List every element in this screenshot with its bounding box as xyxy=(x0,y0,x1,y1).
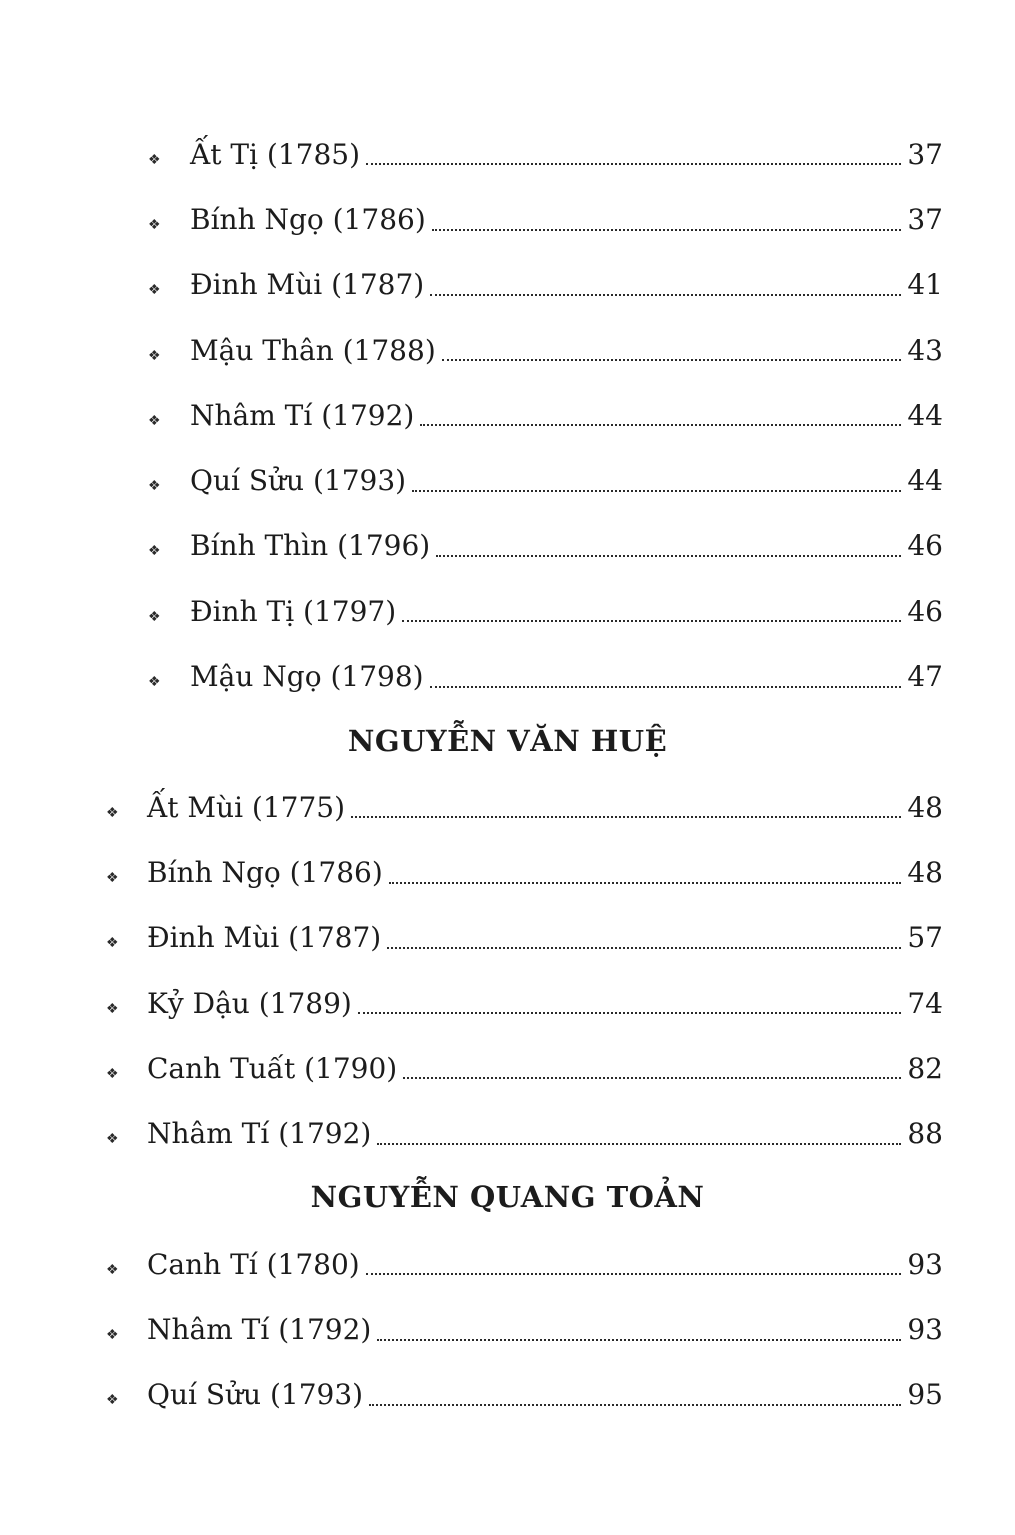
entry-title: Canh Tuất (1790) xyxy=(147,1051,398,1085)
section-heading: NGUYỄN VĂN HUỆ xyxy=(347,724,668,758)
toc-entry[interactable] xyxy=(0,514,1015,579)
dot-leader xyxy=(402,619,901,622)
entry-title: Bính Ngọ (1786) xyxy=(190,202,426,236)
toc-entry[interactable] xyxy=(0,1101,1015,1166)
entry-page-number: 93 xyxy=(907,1312,943,1346)
diamond-bullet-icon: ❖ xyxy=(148,543,161,560)
entry-page-number: 44 xyxy=(907,464,943,498)
entry-page-number: 37 xyxy=(907,137,943,171)
diamond-bullet-icon: ❖ xyxy=(106,1000,119,1017)
entry-page-number: 43 xyxy=(907,333,943,367)
section-heading: NGUYỄN QUANG TOẢN xyxy=(310,1180,705,1214)
entry-title: Quí Sửu (1793) xyxy=(147,1378,364,1412)
toc-entry[interactable] xyxy=(0,775,1015,840)
entry-page-number: 37 xyxy=(907,202,943,236)
toc-section-1 xyxy=(0,122,1015,710)
toc-entry[interactable] xyxy=(0,383,1015,448)
toc-entry[interactable] xyxy=(0,448,1015,513)
dot-leader xyxy=(432,228,902,231)
diamond-bullet-icon: ❖ xyxy=(106,1326,119,1343)
dot-leader xyxy=(430,293,901,296)
entry-title: Nhâm Tí (1792) xyxy=(147,1312,372,1346)
toc-entry[interactable] xyxy=(0,906,1015,971)
dot-leader xyxy=(389,881,902,884)
toc-entry[interactable] xyxy=(0,1363,1015,1428)
entry-page-number: 46 xyxy=(907,594,943,628)
diamond-bullet-icon: ❖ xyxy=(106,935,119,952)
dot-leader xyxy=(366,162,901,165)
diamond-bullet-icon: ❖ xyxy=(106,804,119,821)
diamond-bullet-icon: ❖ xyxy=(148,151,161,168)
diamond-bullet-icon: ❖ xyxy=(106,869,119,886)
diamond-bullet-icon: ❖ xyxy=(148,282,161,299)
toc-entry[interactable] xyxy=(0,1232,1015,1297)
entry-title: Bính Thìn (1796) xyxy=(190,529,431,563)
entry-title: Mậu Thân (1788) xyxy=(190,333,436,367)
diamond-bullet-icon: ❖ xyxy=(148,216,161,233)
diamond-bullet-icon: ❖ xyxy=(106,1261,119,1278)
diamond-bullet-icon: ❖ xyxy=(148,608,161,625)
dot-leader xyxy=(377,1142,901,1145)
entry-title: Đinh Mùi (1787) xyxy=(190,268,425,302)
toc-entry[interactable] xyxy=(0,1036,1015,1101)
toc-entry[interactable] xyxy=(0,122,1015,187)
entry-title: Canh Tí (1780) xyxy=(147,1247,360,1281)
entry-page-number: 88 xyxy=(907,1117,943,1151)
toc-entry[interactable] xyxy=(0,971,1015,1036)
toc-entry[interactable] xyxy=(0,253,1015,318)
entry-title: Nhâm Tí (1792) xyxy=(147,1117,372,1151)
entry-page-number: 74 xyxy=(907,986,943,1020)
diamond-bullet-icon: ❖ xyxy=(106,1392,119,1409)
entry-title: Bính Ngọ (1786) xyxy=(147,855,383,889)
entry-page-number: 48 xyxy=(907,790,943,824)
dot-leader xyxy=(366,1272,902,1275)
dot-leader xyxy=(412,489,901,492)
dot-leader xyxy=(358,1011,902,1014)
entry-title: Đinh Tị (1797) xyxy=(190,594,397,628)
dot-leader xyxy=(403,1076,901,1079)
entry-page-number: 82 xyxy=(907,1051,943,1085)
toc-entry[interactable] xyxy=(0,1297,1015,1362)
dot-leader xyxy=(430,685,902,688)
entry-page-number: 95 xyxy=(907,1378,943,1412)
entry-title: Nhâm Tí (1792) xyxy=(190,398,415,432)
toc-entry[interactable] xyxy=(0,579,1015,644)
entry-title: Đinh Mùi (1787) xyxy=(147,921,382,955)
diamond-bullet-icon: ❖ xyxy=(148,347,161,364)
dot-leader xyxy=(369,1403,901,1406)
entry-page-number: 47 xyxy=(907,660,943,694)
entry-title: Kỷ Dậu (1789) xyxy=(147,986,352,1020)
entry-page-number: 48 xyxy=(907,855,943,889)
toc-entry[interactable] xyxy=(0,644,1015,709)
entry-page-number: 44 xyxy=(907,398,943,432)
dot-leader xyxy=(442,358,902,361)
entry-title: Mậu Ngọ (1798) xyxy=(190,660,424,694)
toc-section-2 xyxy=(0,775,1015,1167)
entry-page-number: 46 xyxy=(907,529,943,563)
diamond-bullet-icon: ❖ xyxy=(106,1131,119,1148)
entry-page-number: 41 xyxy=(907,268,943,302)
dot-leader xyxy=(420,423,901,426)
diamond-bullet-icon: ❖ xyxy=(148,478,161,495)
entry-page-number: 93 xyxy=(907,1247,943,1281)
dot-leader xyxy=(436,554,901,557)
entry-title: Ất Mùi (1775) xyxy=(147,790,346,824)
entry-title: Ất Tị (1785) xyxy=(190,137,361,171)
dot-leader xyxy=(387,946,901,949)
dot-leader xyxy=(377,1338,901,1341)
diamond-bullet-icon: ❖ xyxy=(148,412,161,429)
diamond-bullet-icon: ❖ xyxy=(106,1065,119,1082)
toc-entry[interactable] xyxy=(0,187,1015,252)
entry-page-number: 57 xyxy=(907,921,943,955)
toc-entry[interactable] xyxy=(0,318,1015,383)
diamond-bullet-icon: ❖ xyxy=(148,674,161,691)
toc-entry[interactable] xyxy=(0,840,1015,905)
toc-section-3 xyxy=(0,1232,1015,1428)
entry-title: Quí Sửu (1793) xyxy=(190,464,407,498)
dot-leader xyxy=(351,815,901,818)
